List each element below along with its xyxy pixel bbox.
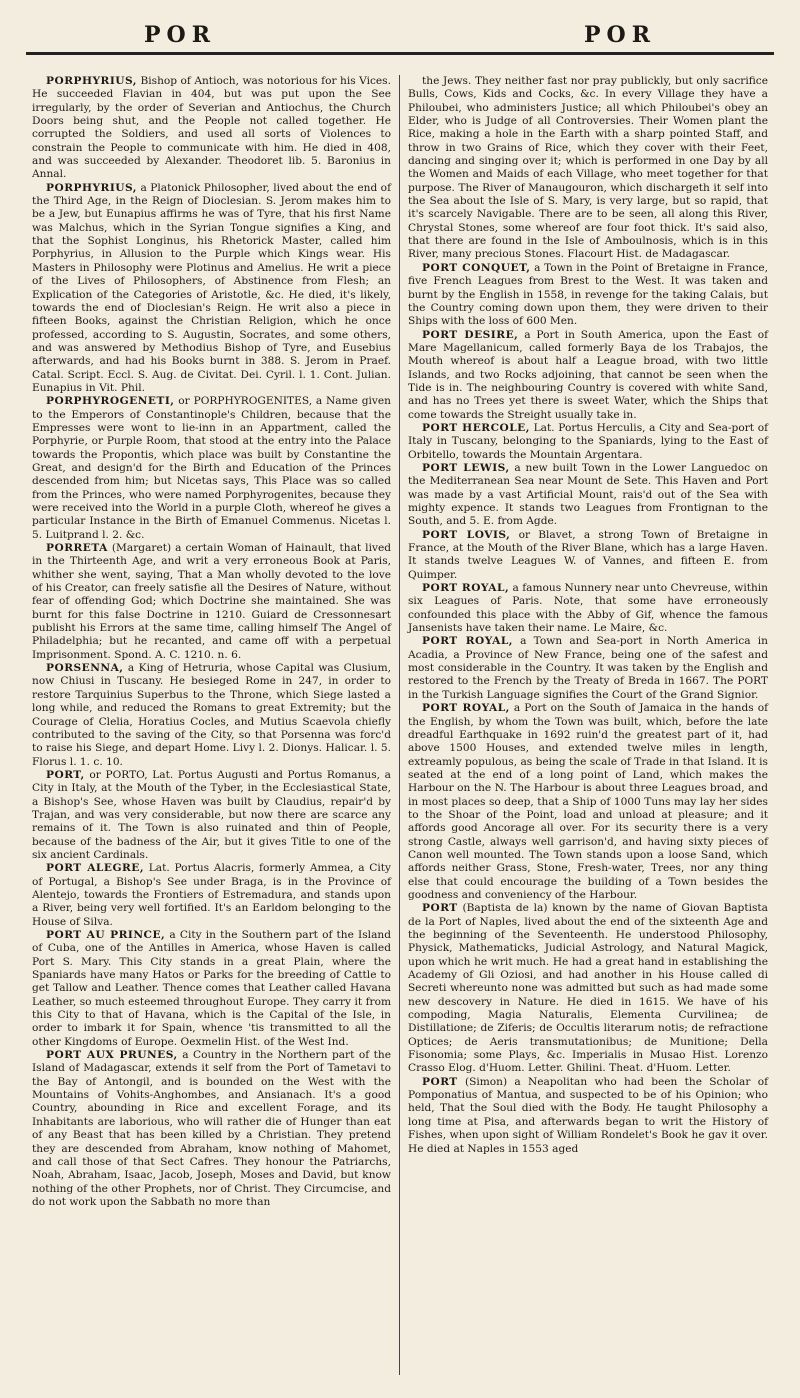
entry-headword: PORPHYRIUS, [46,181,137,194]
header-right: POR [584,22,656,48]
entry-text: a Country in the Northern part of the Island of Madagascar, extends it self from the Port of Tametavi to the Bay of Antongil, and is bounded on the West with the Mountains of Vohits-Anghombes, and Ansianach. It's a good Country, abounding in Rice and excellent Forage, and its Inhabitants are laborious, who will rather die of Hunger than eat of any Beast that has been killed by a Christian. They pretend they are descended from Abraham, know nothing of Mahomet, and call those of that Sect Cafres. They honour the Patriarchs, Noah, Abraham, Isaac, Jacob, Joseph, Moses and David, but know nothing of the other Prophets, nor of Christ. They Circumcise, and do not work upon the Sabbath no more than [32,1049,391,1208]
entry-text: (Simon) a Neapolitan who had been the Scholar of Pomponatius of Mantua, and suspected to be of his Opinion; who held, That the Soul died with the Body. He taught Philosophy a long time at Pisa, and afterwards began to writ the History of Fishes, when upon sight of William Rondelet's Book he gav it over. He died at Naples in 1553 aged [408,1075,768,1155]
entry-text: (Margaret) a certain Woman of Hainault, that lived in the Thirteenth Age, and writ a very erroneous Book at Paris, whither she went, saying, That a Man wholly devoted to the love of his Creator, can freely satisfie all the Desires of Nature, without fear of offending God; which Doctrine she maintained. She was burnt for this false Doctrine in 1210. Guiard de Cressonnesart publisht his Errors at the same time, calling himself The Angel of Philadelphia; but he recanted, and came off with a perpetual Imprisonment. Spond. A. C. 1210. n. 6. [32,542,391,661]
dictionary-entry [408,75,768,262]
entry-headword: PORT, [46,768,85,781]
entry-headword: PORPHYRIUS, [46,75,137,87]
dictionary-entry [408,529,768,582]
entry-headword: PORSENNA, [46,662,124,675]
entry-text: a Port in South America, upon the East of Mare Magellanicum, called formerly Baya de los Trabajos, the Mouth whereof is about half a League broad, with two little Islands, and two Rocks adjoining, that cannot be seen when the Tide is in. The neighbouring Country is covered with white Sand, and has no Trees yet there is sweet Water, which the Ships that come towards the Streight usually take in. [408,328,768,421]
two-column-body [26,75,774,1375]
right-column [400,75,774,1375]
entry-headword: PORT DESIRE, [422,328,519,341]
entry-headword: PORRETA [46,542,108,555]
dictionary-entry [408,902,768,1075]
dictionary-entry [32,542,391,662]
entry-text: or PORPHYROGENITES, a Name given to the Emperors of Constantinople's Children, because that the Empresses were wont to lie-inn in an Appartment, called the Porphyrie, or Purple Room, that stood at the entry into the Palace towards the Propontis, which place was built by Constantine the Great, and design'd for the Birth and Education of the Princes descended from him; but Nicetas says, This Place was so called from the Princes, who were named Porphyrogenites, because they were received into the World in a purple Cloth, whereof he gives a particular Instance in the Birth of Emanuel Commenus. Nicetas l. 5. Luitprand l. 2. &c. [32,395,391,541]
entry-text: the Jews. They neither fast nor pray publickly, but only sacrifice Bulls, Cows, Kids and Cocks, &c. In every Village they have a Philoubei, who administers Justice; all which Philoubei's obey an Elder, who is Judge of all Controversies. Their Women plant the Rice, making a hole in the Earth with a sharp pointed Staff, and throw in two Grains of Rice, which they cover with their Feet, dancing and singing over it; which is performed in one Day by all the Women and Maids of each Village, who meet together for that purpose. The River of Manaugouron, which dischargeth it self into the Sea about the Isle of S. Mary, is very large, but so rapid, that it's scarcely Navigable. There are to be seen, all along this River, Chrystal Stones, some whereof are four foot thick. It's said also, that there are found in the Isle of Amboulnosis, which is in this River, many precious Stones. Flacourt Hist. de Madagascar. [408,75,768,261]
entry-headword: PORT ALEGRE, [46,862,145,875]
dictionary-entry [32,182,391,396]
entry-text: or Blavet, a strong Town of Bretaigne in France, at the Mouth of the River Blane, which has a large Haven. It stands twelve Leagues W. of Vannes, and fifteen E. from Quimper. [408,528,769,581]
entry-text: a famous Nunnery near unto Chevreuse, within six Leagues of Paris. Note, that some have erroneously confounded this place with the Abby of Gif, whence the famous Jansenists have taken their name. Le Maire, &c. [408,582,769,635]
dictionary-entry [408,422,768,462]
entry-headword: PORT ROYAL, [422,582,510,595]
entry-text: Lat. Portus Herculis, a City and Sea-port of Italy in Tuscany, belonging to the Spaniards, lying to the East of Orbitello, towards the Mountain Argentara. [408,421,768,461]
entry-headword: PORT AU PRINCE, [46,929,166,941]
entry-headword: PORPHYROGENETI, [46,395,175,408]
header-rule [26,52,774,55]
entry-text: a new built Town in the Lower Languedoc on the Mediterranean Sea near Mount de Sete. This Haven and Port was made by a vast Artificial Mount, rais'd out of the Sea with mighty expence. It stands two Leagues from Frontignan to the South, and 5. E. from Agde. [408,461,768,528]
dictionary-entry [408,582,768,635]
entry-text: a Platonick Philosopher, lived about the end of the Third Age, in the Reign of Dioclesian. S. Jerom makes him to be a Jew, but Eunapius affirms he was of Tyre, that his first Name was Malchus, which in the Syrian Tongue signifies a King, and that the Sophist Longinus, his Rhetorick Master, called him Porphyrius, in Allusion to the Purple which Kings wear. His Masters in Philosophy were Plotinus and Amelius. He writ a piece of the Lives of Philosophers, of Abstinence from Flesh; an Explication of the Categories of Aristotle, &c. He died, it's likely, towards the end of Dioclesian's Reign. He writ also a piece in fifteen Books, against the Christian Religion, which he once professed, according to S. Augustin, Socrates, and some others, and was answered by Methodius Bishop of Tyre, and Eusebius afterwards, and had his Books burnt in 388. S. Jerom in Praef. Catal. Script. Eccl. S. Aug. de Civitat. Dei. Cyril. l. 1. Cont. Julian. Eunapius in Vit. Phil. [32,181,391,394]
entry-headword: PORT LOVIS, [422,528,511,541]
dictionary-entry [408,635,768,702]
entry-text: or PORTO, Lat. Portus Augusti and Portus Romanus, a City in Italy, at the Mouth of the Tyber, in the Ecclesiastical State, a Bishop's See, whose Haven was built by Claudius, repair'd by Trajan, and was very considerable, but now there are scarce any remains of it. The Town is also ruinated and thin of People, because of the badness of the Air, but it gives Title to one of the six ancient Cardinals. [32,768,391,861]
dictionary-entry [32,769,391,862]
entry-headword: PORT AUX PRUNES, [46,1049,178,1062]
entry-headword: PORT CONQUET, [422,261,531,274]
left-column [26,75,400,1375]
entry-text: a Town and Sea-port in North America in Acadia, a Province of New France, being one of the safest and most considerable in the Country. It was taken by the English and restored to the French by the Treaty of Breda in 1667. The PORT in the Turkish Language signifies the Court of the Grand Signior. [408,635,768,701]
dictionary-entry [32,862,391,929]
dictionary-entry [32,929,391,1049]
entry-text: a Port on the South of Jamaica in the hands of the English, by whom the Town was built, which, before the late dreadful Earthquake in 1692 ruin'd the greatest part of it, had above 1500 Houses, and extended twelve miles in length, extreamly populous, as being the scale of Trade in that Island. It is seated at the end of a long point of Land, which makes the Harbour on the N. The Harbour is about three Leagues broad, and in most places so deep, that a Ship of 1000 Tuns may lay her sides to the Shoar of the Point, load and unload at pleasure; and it affords good Ancorage all over. For its security there is a very strong Castle, always well garrison'd, and having sixty pieces of Canon well mounted. The Town stands upon a loose Sand, which affords neither Grass, Stone, Fresh-water, Trees, nor any thing else that could encourage the building of a Town besides the goodness and conveniency of the Harbour. [408,702,769,901]
dictionary-entry [408,262,768,329]
entry-headword: PORT LEWIS, [422,461,510,474]
header-left: POR [144,22,216,48]
dictionary-entry [408,329,768,422]
dictionary-entry [32,662,391,769]
entry-text: Lat. Portus Alacris, formerly Ammea, a City of Portugal, a Bishop's See under Braga, is in the Province of Alentejo, towards the Frontiers of Estremadura, and stands upon a River, being very well fortified. It's an Earldom belonging to the House of Silva. [32,862,391,928]
dictionary-entry [408,462,768,529]
entry-text: (Baptista de la) known by the name of Giovan Baptista de la Port of Naples, lived about the end of the sixteenth Age and the beginning of the Seventeenth. He understood Philosophy, Physick, Mathematicks, Judicial Astrology, and Natural Magick, upon which he writ much. He had a great hand in establishing the Academy of Gli Oziosi, and had another in his House called di Secreti whereunto none was admitted but such as had made some new descovery in Nature. He died in 1615. We have of his compoding, Magia Naturalis, Elementa Curvilinea; de Distillatione; de Ziferis; de Occultis literarum notis; de refractione Optices; de Aeris transmutationibus; de Munitione; Della Fisonomia; some Plays, &c. Imperialis in Musao Hist. Lorenzo Crasso Elog. d'Huom. Letter. Ghilini. Theat. d'Huom. Letter. [408,902,768,1075]
entry-text: a Town in the Point of Bretaigne in France, five French Leagues from Brest to the West. It was taken and burnt by the English in 1558, in revenge for the taking Calais, but the Country coming down upon them, they were driven to their Ships with the loss of 600 Men. [408,261,768,328]
running-header [26,8,774,48]
dictionary-entry [32,395,391,542]
dictionary-entry [408,1076,768,1156]
entry-text: Bishop of Antioch, was notorious for his Vices. He succeeded Flavian in 404, but was put upon the See irregularly, by the order of Severian and Antiochus, the Church Doors being shut, and the People not called together. He corrupted the Soldiers, and used all sorts of Violences to constrain the People to communicate with him. He died in 408, and was succeeded by Alexander. Theodoret lib. 5. Baronius in Annal. [32,75,391,181]
entry-headword: PORT ROYAL, [422,635,513,648]
dictionary-entry [408,702,768,902]
entry-text: a King of Hetruria, whose Capital was Clusium, now Chiusi in Tuscany. He besieged Rome in 247, in order to restore Tarquinius Superbus to the Throne, which Siege lasted a long while, and reduced the Romans to great Extremity; but the Courage of Clelia, Horatius Cocles, and Mutius Scaevola chiefly contributed to the saving of the City, so that Porsenna was forc'd to raise his Siege, and depart Home. Livy l. 2. Dionys. Halicar. l. 5. Florus l. 1. c. 10. [32,662,391,768]
entry-headword: PORT [422,1075,458,1088]
entry-headword: PORT HERCOLE, [422,421,530,434]
dictionary-entry [32,1049,391,1209]
entry-text: a City in the Southern part of the Island of Cuba, one of the Antilles in America, whose Haven is called Port S. Mary. This City stands in a great Plain, where the Spaniards have many Hatos or Parks for the breeding of Cattle to get Tallow and Leather. Thence comes that Leather called Havana Leather, so much esteemed throughout Europe. They carry it from this City to that of Havana, which is the Capital of the Isle, in order to imbark it for Spain, whence 'tis transmitted to all the other Kingdoms of Europe. Oexmelin Hist. of the West Ind. [32,929,391,1048]
entry-headword: PORT ROYAL, [422,702,510,715]
entry-headword: PORT [422,902,458,915]
dictionary-entry [32,75,391,182]
